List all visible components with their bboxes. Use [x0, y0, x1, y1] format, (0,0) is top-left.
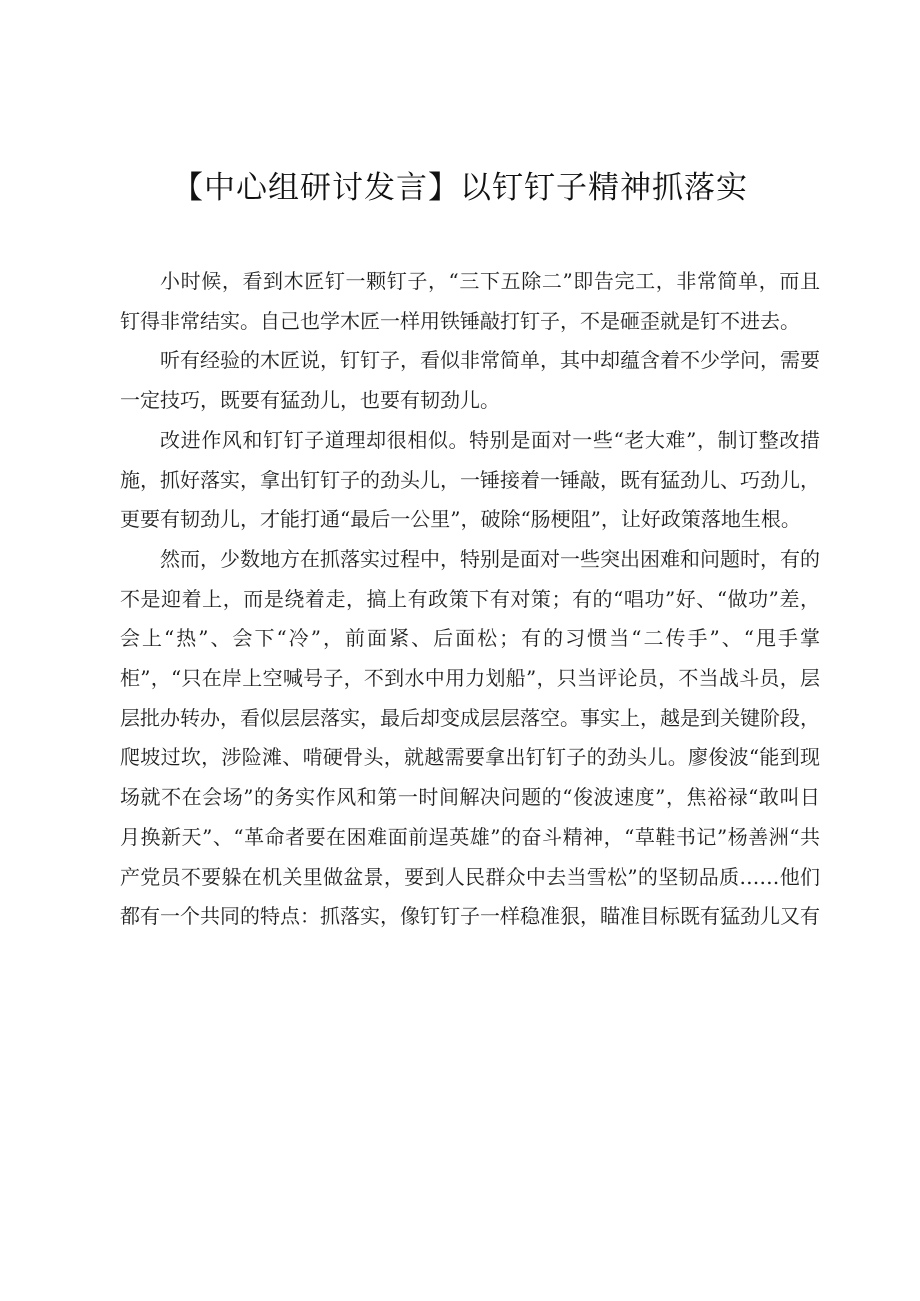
- paragraph-4: 然而，少数地方在抓落实过程中，特别是面对一些突出困难和问题时，有的不是迎着上，而是绕着走，搞上有政策下有对策；有的“唱功”好、“做功”差，会上“热”、会下“冷”，前面紧、后面松；有的习惯当“二传手”、“甩手掌柜”，“只在岸上空喊号子，不到水中用力划船”，只当评论员，不当战斗员，层层批办转办，看似层层落实，最后却变成层层落空。事实上，越是到关键阶段，爬坡过坎，涉险滩、啃硬骨头，就越需要拿出钉钉子的劲头儿。廖俊波“能到现场就不在会场”的务实作风和第一时间解决问题的“俊波速度”，焦裕禄“敢叫日月换新天”、“革命者要在困难面前逞英雄”的奋斗精神，“草鞋书记”杨善洲“共产党员不要躲在机关里做盆景，要到人民群众中去当雪松”的坚韧品质……他们都有一个共同的特点：抓落实，像钉钉子一样稳准狠，瞄准目标既有猛劲儿又有: [120, 546, 820, 929]
- paragraph-2: 听有经验的木匠说，钉钉子，看似非常简单，其中却蕴含着不少学问，需要一定技巧，既要有猛劲儿，也要有韧劲儿。: [120, 348, 820, 413]
- document-title: 【中心组研讨发言】以钉钉子精神抓落实: [172, 170, 748, 206]
- paragraph-3: 改进作风和钉钉子道理却很相似。特别是面对一些“老大难”，制订整改措施，抓好落实，拿出钉钉子的劲头儿，一锤接着一锤敲，既有猛劲儿、巧劲儿，更要有韧劲儿，才能打通“最后一公里”，破除“肠梗阻”，让好政策落地生根。: [120, 427, 820, 532]
- document-body: [120, 262, 820, 937]
- paragraph-1: 小时候，看到木匠钉一颗钉子，“三下五除二”即告完工，非常简单，而且钉得非常结实。自己也学木匠一样用铁锤敲打钉子，不是砸歪就是钉不进去。: [120, 269, 820, 333]
